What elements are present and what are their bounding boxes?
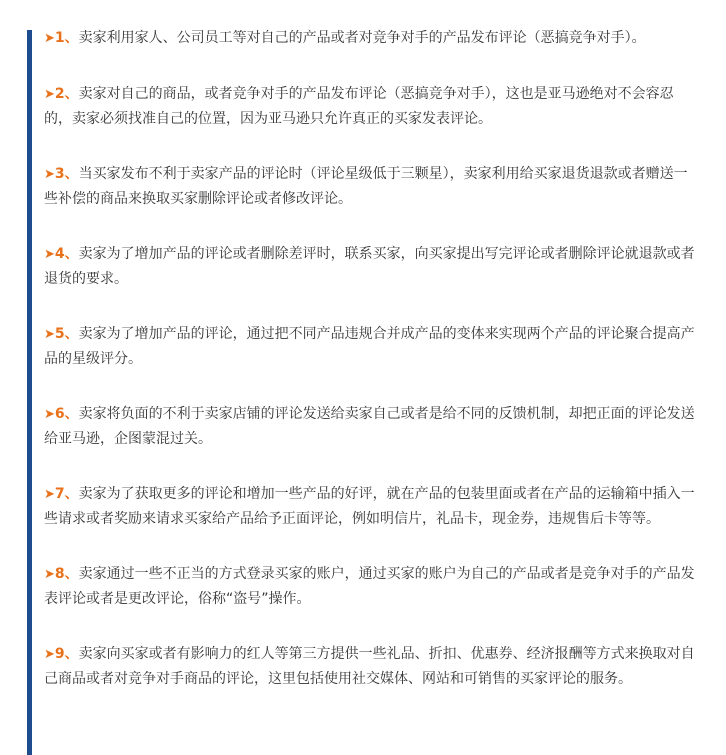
item-number: 7、 xyxy=(54,486,79,502)
list-item xyxy=(44,642,700,691)
list-item xyxy=(44,26,700,51)
item-text: 卖家为了增加产品的评论，通过把不同产品违规合并成产品的变体来实现两个产品的评论聚合提高产品的星级评分。 xyxy=(44,326,695,367)
arrow-icon: ➤ xyxy=(44,87,55,102)
item-text: 卖家将负面的不利于卖家店铺的评论发送给卖家自己或者是给不同的反馈机制，却把正面的评论发送给亚马逊，企图蒙混过关。 xyxy=(44,406,695,447)
arrow-icon: ➤ xyxy=(44,167,55,182)
item-text: 当买家发布不利于卖家产品的评论时（评论星级低于三颗星），卖家利用给买家退货退款或者赠送一些补偿的商品来换取买家删除评论或者修改评论。 xyxy=(44,166,688,207)
item-text: 卖家利用家人、公司员工等对自己的产品或者对竞争对手的产品发布评论（恶搞竞争对手）。 xyxy=(78,30,646,46)
list-item xyxy=(44,322,700,371)
item-text: 卖家通过一些不正当的方式登录买家的账户，通过买家的账户为自己的产品或者是竞争对手的产品发表评论或者是更改评论，俗称“盗号”操作。 xyxy=(44,566,695,607)
list-item xyxy=(44,162,700,211)
arrow-icon: ➤ xyxy=(44,247,55,262)
arrow-icon: ➤ xyxy=(44,407,55,422)
arrow-icon: ➤ xyxy=(44,647,55,662)
list-item xyxy=(44,82,700,131)
arrow-icon: ➤ xyxy=(44,567,55,582)
list-item xyxy=(44,562,700,611)
arrow-icon: ➤ xyxy=(44,487,55,502)
item-number: 9、 xyxy=(54,646,79,662)
item-number: 2、 xyxy=(54,86,79,102)
item-number: 5、 xyxy=(54,326,79,342)
arrow-icon: ➤ xyxy=(44,31,55,46)
item-number: 6、 xyxy=(54,406,79,422)
list-item xyxy=(44,482,700,531)
list-item xyxy=(44,242,700,291)
item-number: 4、 xyxy=(54,246,79,262)
left-accent-bar xyxy=(27,30,32,755)
arrow-icon: ➤ xyxy=(44,327,55,342)
item-text: 卖家对自己的商品，或者竞争对手的产品发布评论（恶搞竞争对手），这也是亚马逊绝对不会容忍的，卖家必须找准自己的位置，因为亚马逊只允许真正的买家发表评论。 xyxy=(44,86,674,127)
violation-list xyxy=(44,26,700,722)
item-number: 8、 xyxy=(54,566,79,582)
list-item xyxy=(44,402,700,451)
item-number: 1、 xyxy=(54,30,79,46)
item-text: 卖家为了增加产品的评论或者删除差评时，联系买家，向买家提出写完评论或者删除评论就退款或者退货的要求。 xyxy=(44,246,695,287)
item-number: 3、 xyxy=(54,166,79,182)
item-text: 卖家向买家或者有影响力的红人等第三方提供一些礼品、折扣、优惠券、经济报酬等方式来换取对自己商品或者对竞争对手商品的评论，这里包括使用社交媒体、网站和可销售的买家评论的服务。 xyxy=(44,646,695,687)
item-text: 卖家为了获取更多的评论和增加一些产品的好评，就在产品的包装里面或者在产品的运输箱中插入一些请求或者奖励来请求买家给产品给予正面评论，例如明信片，礼品卡，现金券，违规售后卡等等。 xyxy=(44,486,695,527)
